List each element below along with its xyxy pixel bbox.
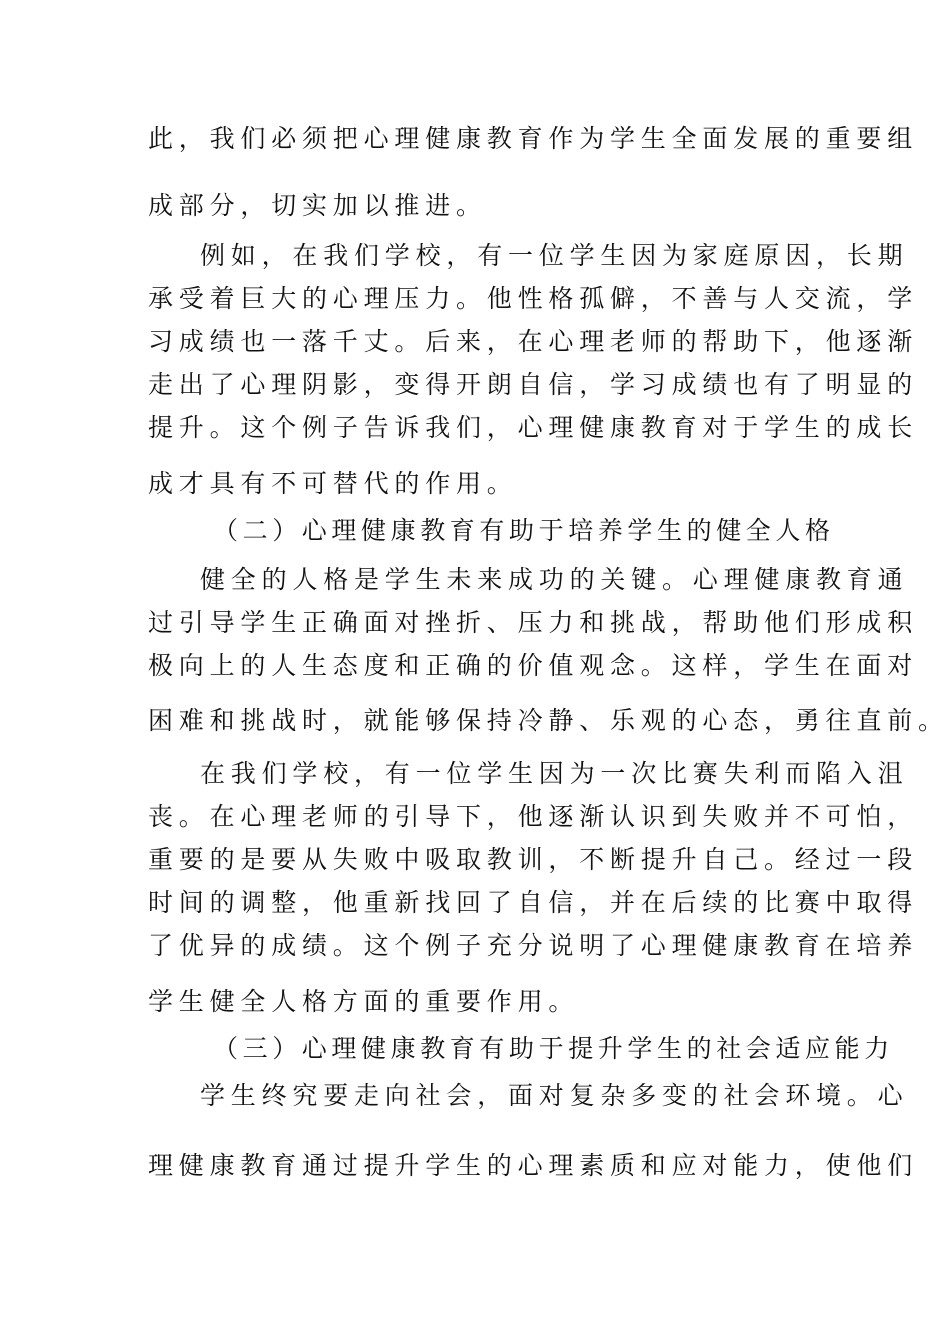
text-line: 学生健全人格方面的重要作用。 — [148, 987, 580, 1016]
text-line: 了优异的成绩。这个例子充分说明了心理健康教育在培养 — [148, 931, 919, 960]
text-line: 极向上的人生态度和正确的价值观念。这样，学生在面对 — [148, 651, 919, 680]
text-line: 提升。这个例子告诉我们，心理健康教育对于学生的成长 — [148, 413, 919, 442]
text-line: 时间的调整，他重新找回了自信，并在后续的比赛中取得 — [148, 888, 919, 917]
text-line: 在我们学校，有一位学生因为一次比赛失利而陷入沮 — [200, 759, 909, 788]
text-line: 此，我们必须把心理健康教育作为学生全面发展的重要组 — [148, 124, 919, 153]
text-line: 例如，在我们学校，有一位学生因为家庭原因，长期 — [200, 241, 909, 270]
text-line: 成才具有不可替代的作用。 — [148, 469, 518, 498]
text-line: 重要的是要从失败中吸取教训，不断提升自己。经过一段 — [148, 845, 919, 874]
text-line: 承受着巨大的心理压力。他性格孤僻，不善与人交流，学 — [148, 284, 919, 313]
section-heading: （二）心理健康教育有助于培养学生的健全人格 — [213, 516, 835, 545]
text-line: 走出了心理阴影，变得开朗自信，学习成绩也有了明显的 — [148, 370, 919, 399]
text-line: 健全的人格是学生未来成功的关键。心理健康教育通 — [200, 565, 909, 594]
text-line: 丧。在心理老师的引导下，他逐渐认识到失败并不可怕， — [148, 802, 919, 831]
section-heading: （三）心理健康教育有助于提升学生的社会适应能力 — [213, 1034, 894, 1063]
text-line: 习成绩也一落千丈。后来，在心理老师的帮助下，他逐渐 — [148, 327, 919, 356]
text-line: 理健康教育通过提升学生的心理素质和应对能力，使他们 — [148, 1151, 919, 1180]
text-line: 过引导学生正确面对挫折、压力和挑战，帮助他们形成积 — [148, 608, 919, 637]
text-line: 困难和挑战时，就能够保持冷静、乐观的心态，勇往直前。 — [148, 706, 949, 735]
text-line: 学生终究要走向社会，面对复杂多变的社会环境。心 — [200, 1081, 909, 1110]
text-line: 成部分，切实加以推进。 — [148, 191, 487, 220]
